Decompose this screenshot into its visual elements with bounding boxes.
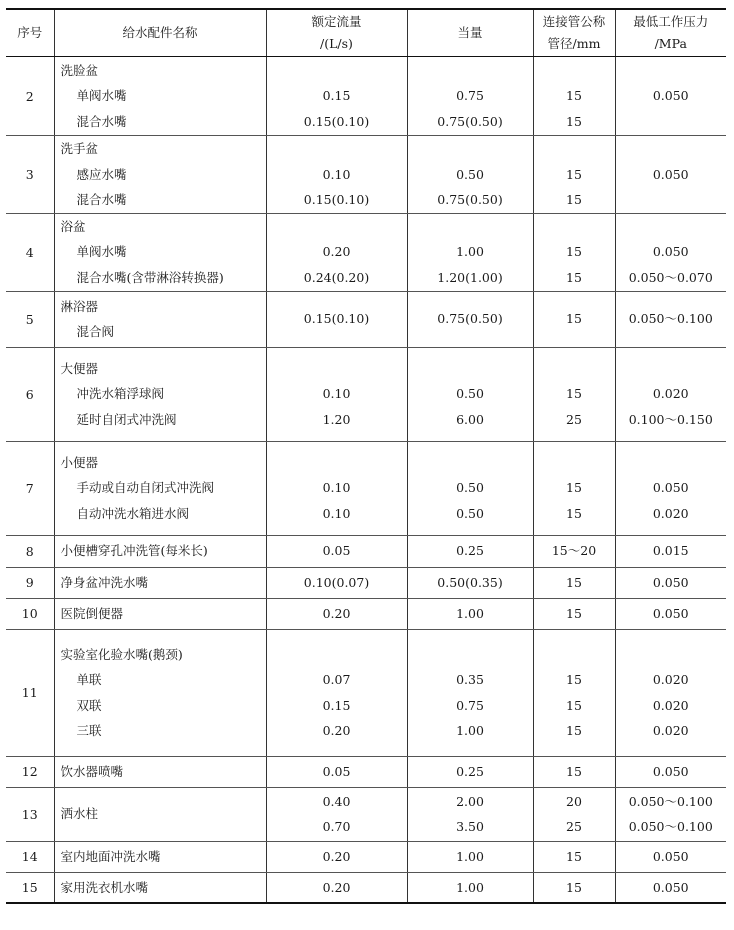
cell-value: 0.25 [456, 763, 484, 779]
cell-value [534, 214, 615, 240]
cell-value: 0.70 [322, 819, 351, 834]
table-row [6, 136, 726, 214]
fixture-name: 家用洗衣机水嘴 [60, 879, 149, 895]
cell-value: 0.05 [322, 543, 351, 559]
flow-cell [266, 567, 407, 598]
fixture-name: 混合阀 [76, 324, 115, 339]
pressure-cell [615, 136, 726, 214]
fixture-name: 混合水嘴(含带淋浴转换器) [76, 269, 224, 285]
header-diameter [533, 9, 615, 57]
cell-value: 0.20 [322, 605, 351, 621]
cell-value: 0.050 [652, 574, 689, 590]
cell-value: 3.50 [456, 819, 484, 834]
cell-value: 15 [566, 311, 582, 327]
pressure-cell [615, 57, 726, 136]
cell-value: 15 [566, 480, 582, 496]
cell-value: 0.10 [322, 505, 351, 521]
cell-value: 0.25 [456, 543, 484, 559]
cell-value [534, 58, 615, 84]
cell-value [408, 450, 533, 476]
cell-value: 0.050 [652, 763, 689, 779]
table-row [6, 347, 726, 441]
pressure-cell [615, 291, 726, 347]
fixture-group-label: 浴盆 [60, 218, 86, 234]
pressure-cell [615, 567, 726, 598]
name-cell [54, 57, 266, 136]
index-cell: 2 [6, 57, 54, 136]
fixture-group-label: 洗脸盆 [60, 62, 99, 78]
name-cell [54, 535, 266, 567]
equivalent-cell [407, 347, 533, 441]
table-row [6, 441, 726, 535]
cell-value [534, 642, 615, 668]
cell-value [408, 58, 533, 84]
cell-value: 1.00 [456, 605, 484, 621]
fixture-group-label: 实验室化验水嘴(鹅颈) [60, 646, 183, 662]
table-row [6, 291, 726, 347]
cell-value [408, 642, 533, 668]
name-cell [54, 841, 266, 872]
cell-value: 0.75 [456, 697, 484, 713]
fixture-name: 延时自闭式冲洗阀 [76, 411, 177, 427]
diameter-cell [533, 629, 615, 756]
header-flow-unit: /(L/s) [320, 36, 353, 51]
header-equivalent: 当量 [407, 9, 533, 57]
pressure-cell [615, 441, 726, 535]
header-pressure-line: 最低工作压力 [633, 14, 709, 29]
cell-value: 15 [566, 763, 582, 779]
cell-value: 0.10 [322, 480, 351, 496]
cell-value: 0.50 [456, 480, 484, 496]
fixture-name: 三联 [76, 723, 102, 738]
pressure-cell [615, 841, 726, 872]
equivalent-cell [407, 841, 533, 872]
cell-value: 0.050 [652, 879, 689, 895]
header-diameter-line: 连接管公称 [542, 14, 606, 29]
index-cell: 15 [6, 872, 54, 903]
name-cell [54, 136, 266, 214]
header-diameter-unit: 管径/mm [547, 36, 601, 51]
cell-value: 0.75(0.50) [437, 113, 503, 129]
fixture-name: 冲洗水箱浮球阀 [76, 386, 165, 402]
cell-value: 0.15 [322, 88, 351, 104]
header-row [6, 9, 726, 57]
pressure-cell [615, 598, 726, 629]
cell-value: 0.050～0.070 [628, 269, 713, 285]
cell-value: 15 [566, 88, 582, 104]
cell-value: 0.050 [652, 480, 689, 496]
cell-value [267, 356, 407, 382]
cell-value: 0.100～0.150 [628, 411, 713, 427]
equivalent-cell [407, 441, 533, 535]
table-body [6, 57, 726, 904]
cell-value: 0.05 [322, 763, 351, 779]
cell-value [408, 356, 533, 382]
table-row [6, 598, 726, 629]
cell-value: 0.50 [456, 166, 484, 182]
cell-value: 15 [566, 269, 582, 285]
index-cell: 4 [6, 213, 54, 291]
equivalent-cell [407, 291, 533, 347]
header-pressure-unit: /MPa [654, 36, 687, 51]
name-cell [54, 872, 266, 903]
table-row [6, 213, 726, 291]
fixture-group-label: 淋浴器 [60, 298, 99, 314]
cell-value: 25 [566, 819, 582, 834]
diameter-cell [533, 441, 615, 535]
cell-value: 0.75(0.50) [437, 192, 503, 207]
cell-value: 0.20 [322, 244, 351, 260]
cell-value: 0.050～0.100 [628, 819, 713, 834]
flow-cell [266, 841, 407, 872]
name-cell [54, 441, 266, 535]
cell-value: 1.00 [456, 848, 484, 864]
cell-value: 0.20 [322, 848, 351, 864]
equivalent-cell [407, 598, 533, 629]
cell-value [267, 642, 407, 668]
cell-value: 0.050～0.100 [628, 793, 713, 809]
cell-value: 0.50 [456, 505, 484, 521]
cell-value [616, 356, 727, 382]
index-cell: 8 [6, 535, 54, 567]
index-cell: 14 [6, 841, 54, 872]
cell-value [267, 214, 407, 240]
fixture-name: 洒水柱 [60, 806, 99, 822]
equivalent-cell [407, 136, 533, 214]
diameter-cell [533, 841, 615, 872]
cell-value: 0.020 [652, 697, 689, 713]
cell-value: 15 [566, 386, 582, 402]
diameter-cell [533, 567, 615, 598]
equivalent-cell [407, 57, 533, 136]
index-cell: 5 [6, 291, 54, 347]
cell-value [534, 356, 615, 382]
index-cell: 7 [6, 441, 54, 535]
fixture-name: 单阀水嘴 [76, 244, 127, 260]
cell-value: 0.15 [322, 697, 351, 713]
cell-value: 0.20 [322, 879, 351, 895]
cell-value: 15～20 [551, 543, 597, 559]
header-pressure [615, 9, 726, 57]
equivalent-cell [407, 756, 533, 787]
cell-value: 15 [566, 605, 582, 621]
cell-value: 0.050 [652, 166, 689, 182]
cell-value [408, 136, 533, 162]
flow-cell [266, 213, 407, 291]
index-cell: 13 [6, 787, 54, 841]
cell-value: 0.050 [652, 848, 689, 864]
cell-value [616, 450, 727, 476]
index-cell: 6 [6, 347, 54, 441]
cell-value: 0.40 [322, 793, 351, 809]
table-row [6, 841, 726, 872]
diameter-cell [533, 136, 615, 214]
table-row [6, 787, 726, 841]
diameter-cell [533, 598, 615, 629]
name-cell [54, 756, 266, 787]
cell-value: 25 [566, 411, 582, 427]
flow-cell [266, 441, 407, 535]
cell-value [534, 136, 615, 162]
diameter-cell [533, 787, 615, 841]
cell-value: 1.00 [456, 244, 484, 260]
diameter-cell [533, 291, 615, 347]
cell-value: 0.10 [322, 166, 351, 182]
cell-value: 15 [566, 244, 582, 260]
fixture-name: 室内地面冲洗水嘴 [60, 848, 161, 864]
fixture-name: 小便槽穿孔冲洗管(每米长) [60, 543, 208, 559]
fixture-group-label: 小便器 [60, 454, 99, 470]
cell-value: 20 [566, 793, 582, 809]
cell-value: 0.20 [322, 723, 351, 738]
diameter-cell [533, 213, 615, 291]
table-row [6, 57, 726, 136]
pressure-cell [615, 535, 726, 567]
fixture-name: 手动或自动自闭式冲洗阀 [76, 480, 215, 496]
cell-value: 15 [566, 113, 582, 129]
cell-value: 1.20 [322, 411, 351, 427]
cell-value: 0.07 [322, 672, 351, 687]
index-cell: 10 [6, 598, 54, 629]
index-cell: 9 [6, 567, 54, 598]
cell-value: 0.020 [652, 672, 689, 687]
fixture-name: 单联 [76, 672, 102, 687]
index-cell: 11 [6, 629, 54, 756]
cell-value [534, 450, 615, 476]
diameter-cell [533, 872, 615, 903]
header-name: 给水配件名称 [54, 9, 266, 57]
header-flow-line: 额定流量 [311, 14, 362, 29]
pressure-cell [615, 756, 726, 787]
table-row [6, 535, 726, 567]
cell-value: 0.24(0.20) [303, 269, 370, 285]
cell-value: 2.00 [456, 793, 484, 809]
header-index: 序号 [6, 9, 54, 57]
cell-value: 1.20(1.00) [437, 269, 503, 285]
fixture-name: 医院倒便器 [60, 605, 124, 621]
cell-value: 0.75(0.50) [437, 311, 503, 327]
cell-value: 0.50(0.35) [437, 574, 503, 590]
cell-value: 15 [566, 879, 582, 895]
cell-value: 15 [566, 574, 582, 590]
name-cell [54, 291, 266, 347]
fixture-name: 净身盆冲洗水嘴 [60, 574, 149, 590]
cell-value: 0.50 [456, 386, 484, 402]
cell-value: 0.10 [322, 386, 351, 402]
pressure-cell [615, 787, 726, 841]
pressure-cell [615, 872, 726, 903]
cell-value [267, 136, 407, 162]
table-row [6, 629, 726, 756]
diameter-cell [533, 57, 615, 136]
name-cell [54, 347, 266, 441]
fixture-name: 饮水器喷嘴 [60, 763, 124, 779]
index-cell: 12 [6, 756, 54, 787]
cell-value: 0.15(0.10) [303, 311, 370, 327]
fixture-name: 双联 [76, 697, 102, 713]
cell-value: 15 [566, 697, 582, 713]
flow-cell [266, 136, 407, 214]
equivalent-cell [407, 872, 533, 903]
cell-value: 0.35 [456, 672, 484, 687]
pressure-cell [615, 629, 726, 756]
fixture-name: 自动冲洗水箱进水阀 [76, 505, 190, 521]
flow-cell [266, 787, 407, 841]
name-cell [54, 213, 266, 291]
header-flow [266, 9, 407, 57]
cell-value: 0.020 [652, 505, 689, 521]
diameter-cell [533, 535, 615, 567]
diameter-cell [533, 756, 615, 787]
cell-value: 1.00 [456, 723, 484, 738]
cell-value: 15 [566, 192, 582, 207]
equivalent-cell [407, 567, 533, 598]
flow-cell [266, 347, 407, 441]
flow-cell [266, 629, 407, 756]
cell-value: 1.00 [456, 879, 484, 895]
fixture-name: 单阀水嘴 [76, 88, 127, 104]
cell-value: 0.75 [456, 88, 484, 104]
cell-value: 15 [566, 505, 582, 521]
equivalent-cell [407, 629, 533, 756]
table-row [6, 756, 726, 787]
name-cell [54, 629, 266, 756]
equivalent-cell [407, 787, 533, 841]
diameter-cell [533, 347, 615, 441]
name-cell [54, 567, 266, 598]
name-cell [54, 598, 266, 629]
cell-value: 15 [566, 848, 582, 864]
cell-value [267, 58, 407, 84]
flow-cell [266, 872, 407, 903]
cell-value [408, 214, 533, 240]
cell-value [616, 642, 727, 668]
cell-value: 15 [566, 166, 582, 182]
cell-value: 0.050 [652, 88, 689, 104]
cell-value: 0.050 [652, 605, 689, 621]
index-cell: 3 [6, 136, 54, 214]
cell-value: 0.015 [652, 543, 689, 559]
equivalent-cell [407, 535, 533, 567]
cell-value: 0.020 [652, 386, 689, 402]
cell-value: 0.050 [652, 244, 689, 260]
cell-value: 0.050～0.100 [628, 311, 713, 327]
fixture-name: 感应水嘴 [76, 166, 127, 182]
name-cell [54, 787, 266, 841]
pressure-cell [615, 347, 726, 441]
cell-value: 15 [566, 723, 582, 738]
cell-value: 6.00 [456, 411, 484, 427]
table-row [6, 567, 726, 598]
fixture-flow-table [6, 8, 726, 904]
pressure-cell [615, 213, 726, 291]
flow-cell [266, 57, 407, 136]
cell-value: 0.15(0.10) [303, 192, 370, 207]
flow-cell [266, 756, 407, 787]
cell-value: 0.15(0.10) [303, 113, 370, 129]
table-row [6, 872, 726, 903]
cell-value: 0.020 [652, 723, 689, 738]
cell-value: 0.10(0.07) [303, 574, 370, 590]
flow-cell [266, 291, 407, 347]
cell-value: 15 [566, 672, 582, 687]
fixture-group-label: 大便器 [60, 360, 99, 376]
fixture-group-label: 洗手盆 [60, 141, 99, 156]
fixture-name: 混合水嘴 [76, 192, 127, 207]
cell-value [267, 450, 407, 476]
flow-cell [266, 598, 407, 629]
fixture-name: 混合水嘴 [76, 113, 127, 129]
cell-value [616, 214, 727, 240]
flow-cell [266, 535, 407, 567]
equivalent-cell [407, 213, 533, 291]
